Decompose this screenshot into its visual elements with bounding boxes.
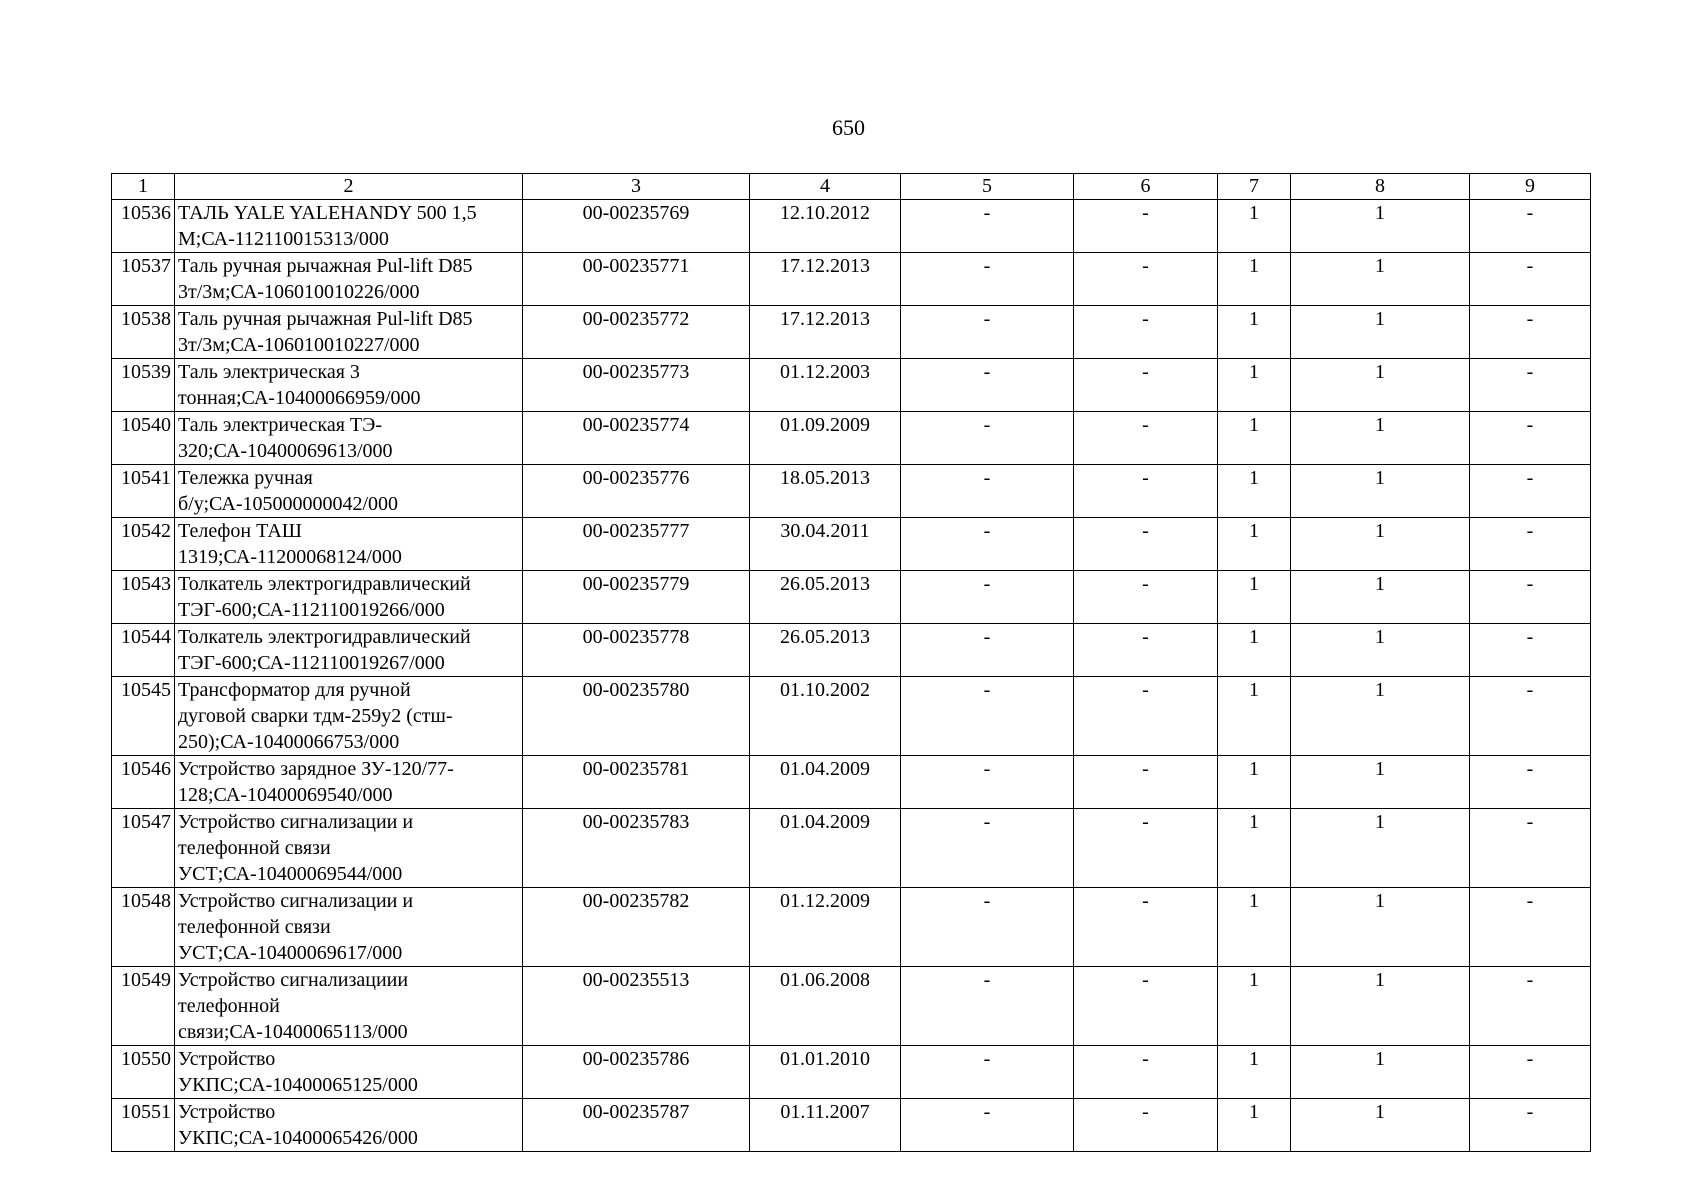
item-name-line: телефонной связи [178,916,331,938]
column-5-cell: - [901,1046,1074,1099]
column-9-cell: - [1470,967,1591,1046]
column-header: 6 [1074,174,1218,200]
date-cell: 01.12.2009 [750,888,901,967]
column-7-cell: 1 [1218,888,1291,967]
row-number-cell: 10550 [112,1046,175,1099]
row-number-cell: 10538 [112,306,175,359]
column-6-cell: - [1074,888,1218,967]
column-8-cell: 1 [1291,809,1470,888]
column-6-cell: - [1074,571,1218,624]
item-name-cell [175,756,523,809]
table-row [112,809,1591,888]
column-9-cell: - [1470,809,1591,888]
row-number-cell: 10546 [112,756,175,809]
column-5-cell: - [901,571,1074,624]
column-5-cell: - [901,967,1074,1046]
inventory-code-cell: 00-00235778 [523,624,750,677]
column-5-cell: - [901,624,1074,677]
date-cell: 01.04.2009 [750,809,901,888]
item-name-cell [175,465,523,518]
item-name-cell [175,306,523,359]
column-7-cell: 1 [1218,624,1291,677]
column-9-cell: - [1470,518,1591,571]
item-name-line: Таль ручная рычажная Pul-lift D85 [178,308,473,330]
column-9-cell: - [1470,571,1591,624]
item-name-line: 1319;СА-11200068124/000 [178,546,402,568]
column-7-cell: 1 [1218,200,1291,253]
item-name-line: ТАЛЬ YALE YALEHANDY 500 1,5 [178,202,477,224]
column-6-cell: - [1074,756,1218,809]
item-name-line: ТЭГ-600;СА-112110019266/000 [178,599,445,621]
column-8-cell: 1 [1291,756,1470,809]
item-name-line: Устройство [178,1101,276,1123]
column-6-cell: - [1074,624,1218,677]
table-row [112,465,1591,518]
column-5-cell: - [901,677,1074,756]
inventory-code-cell: 00-00235781 [523,756,750,809]
column-5-cell: - [901,756,1074,809]
column-header: 3 [523,174,750,200]
column-7-cell: 1 [1218,518,1291,571]
column-6-cell: - [1074,465,1218,518]
table-row [112,359,1591,412]
item-name-cell [175,359,523,412]
item-name-line: 3т/3м;СА-106010010227/000 [178,334,420,356]
item-name-line: 3т/3м;СА-106010010226/000 [178,281,420,303]
item-name-cell [175,677,523,756]
column-7-cell: 1 [1218,967,1291,1046]
column-5-cell: - [901,518,1074,571]
column-5-cell: - [901,809,1074,888]
inventory-code-cell: 00-00235780 [523,677,750,756]
column-header: 2 [175,174,523,200]
inventory-code-cell: 00-00235776 [523,465,750,518]
item-name-line: Толкатель электрогидравлический [178,573,471,595]
date-cell: 01.12.2003 [750,359,901,412]
row-number-cell: 10549 [112,967,175,1046]
item-name-line: Устройство зарядное ЗУ-120/77- [178,758,454,780]
column-8-cell: 1 [1291,306,1470,359]
column-5-cell: - [901,412,1074,465]
column-9-cell: - [1470,412,1591,465]
column-header: 9 [1470,174,1591,200]
column-6-cell: - [1074,1046,1218,1099]
inventory-code-cell: 00-00235777 [523,518,750,571]
table-row [112,306,1591,359]
header-row [112,174,1591,200]
column-5-cell: - [901,1099,1074,1152]
column-7-cell: 1 [1218,809,1291,888]
column-8-cell: 1 [1291,888,1470,967]
column-7-cell: 1 [1218,465,1291,518]
column-header: 1 [112,174,175,200]
column-8-cell: 1 [1291,200,1470,253]
inventory-code-cell: 00-00235772 [523,306,750,359]
table-row [112,888,1591,967]
table-row [112,624,1591,677]
table-row [112,1046,1591,1099]
item-name-cell [175,624,523,677]
table-body [112,200,1591,1152]
column-7-cell: 1 [1218,677,1291,756]
column-5-cell: - [901,888,1074,967]
item-name-cell [175,1099,523,1152]
column-7-cell: 1 [1218,1046,1291,1099]
item-name-line: УСТ;СА-10400069617/000 [178,942,403,964]
column-8-cell: 1 [1291,412,1470,465]
column-5-cell: - [901,465,1074,518]
column-8-cell: 1 [1291,253,1470,306]
item-name-line: Устройство [178,1048,276,1070]
item-name-line: 250);СА-10400066753/000 [178,731,400,753]
item-name-line: Тележка ручная [178,467,313,489]
column-header: 4 [750,174,901,200]
column-8-cell: 1 [1291,359,1470,412]
item-name-cell [175,571,523,624]
column-header: 7 [1218,174,1291,200]
item-name-line: УКПС;СА-10400065125/000 [178,1074,418,1096]
column-5-cell: - [901,359,1074,412]
column-6-cell: - [1074,967,1218,1046]
column-header: 8 [1291,174,1470,200]
column-6-cell: - [1074,253,1218,306]
item-name-cell [175,200,523,253]
page-number: 650 [832,115,865,140]
column-header: 5 [901,174,1074,200]
column-7-cell: 1 [1218,1099,1291,1152]
row-number-cell: 10543 [112,571,175,624]
column-8-cell: 1 [1291,465,1470,518]
date-cell: 01.09.2009 [750,412,901,465]
row-number-cell: 10536 [112,200,175,253]
table-row [112,967,1591,1046]
column-6-cell: - [1074,200,1218,253]
date-cell: 01.11.2007 [750,1099,901,1152]
inventory-code-cell: 00-00235786 [523,1046,750,1099]
column-9-cell: - [1470,465,1591,518]
item-name-line: телефонной связи [178,837,331,859]
column-7-cell: 1 [1218,412,1291,465]
column-9-cell: - [1470,624,1591,677]
column-8-cell: 1 [1291,518,1470,571]
column-9-cell: - [1470,1099,1591,1152]
item-name-line: УСТ;СА-10400069544/000 [178,863,403,885]
column-7-cell: 1 [1218,571,1291,624]
date-cell: 17.12.2013 [750,306,901,359]
date-cell: 01.04.2009 [750,756,901,809]
inventory-code-cell: 00-00235774 [523,412,750,465]
table-row [112,412,1591,465]
asset-registry-table [111,173,1591,1152]
date-cell: 01.10.2002 [750,677,901,756]
column-6-cell: - [1074,809,1218,888]
item-name-line: б/у;СА-105000000042/000 [178,493,399,515]
item-name-line: УКПС;СА-10400065426/000 [178,1127,418,1149]
inventory-code-cell: 00-00235779 [523,571,750,624]
row-number-cell: 10539 [112,359,175,412]
column-9-cell: - [1470,253,1591,306]
inventory-code-cell: 00-00235769 [523,200,750,253]
column-6-cell: - [1074,518,1218,571]
date-cell: 26.05.2013 [750,624,901,677]
item-name-line: связи;СА-10400065113/000 [178,1021,408,1043]
row-number-cell: 10548 [112,888,175,967]
column-8-cell: 1 [1291,677,1470,756]
inventory-code-cell: 00-00235773 [523,359,750,412]
table-row [112,1099,1591,1152]
row-number-cell: 10540 [112,412,175,465]
item-name-cell [175,967,523,1046]
column-9-cell: - [1470,359,1591,412]
row-number-cell: 10547 [112,809,175,888]
column-9-cell: - [1470,200,1591,253]
column-7-cell: 1 [1218,756,1291,809]
date-cell: 17.12.2013 [750,253,901,306]
item-name-line: Таль ручная рычажная Pul-lift D85 [178,255,473,277]
column-8-cell: 1 [1291,571,1470,624]
item-name-line: дуговой сварки тдм-259у2 (стш- [178,705,453,727]
item-name-line: М;СА-112110015313/000 [178,228,389,250]
item-name-cell [175,518,523,571]
row-number-cell: 10551 [112,1099,175,1152]
column-5-cell: - [901,200,1074,253]
date-cell: 01.01.2010 [750,1046,901,1099]
item-name-line: Трансформатор для ручной [178,679,411,701]
inventory-code-cell: 00-00235783 [523,809,750,888]
column-9-cell: - [1470,677,1591,756]
row-number-cell: 10544 [112,624,175,677]
inventory-code-cell: 00-00235771 [523,253,750,306]
date-cell: 18.05.2013 [750,465,901,518]
column-8-cell: 1 [1291,1099,1470,1152]
row-number-cell: 10545 [112,677,175,756]
row-number-cell: 10542 [112,518,175,571]
item-name-cell [175,1046,523,1099]
column-8-cell: 1 [1291,624,1470,677]
column-9-cell: - [1470,888,1591,967]
column-9-cell: - [1470,756,1591,809]
item-name-line: Таль электрическая ТЭ- [178,414,382,436]
inventory-code-cell: 00-00235782 [523,888,750,967]
column-6-cell: - [1074,306,1218,359]
item-name-line: телефонной [178,995,280,1017]
item-name-line: ТЭГ-600;СА-112110019267/000 [178,652,445,674]
table-row [112,677,1591,756]
date-cell: 01.06.2008 [750,967,901,1046]
column-8-cell: 1 [1291,1046,1470,1099]
table-row [112,756,1591,809]
item-name-line: Толкатель электрогидравлический [178,626,471,648]
item-name-cell [175,253,523,306]
item-name-cell [175,809,523,888]
item-name-line: Телефон ТАШ [178,520,302,542]
table-row [112,253,1591,306]
column-7-cell: 1 [1218,253,1291,306]
inventory-code-cell: 00-00235513 [523,967,750,1046]
table-row [112,518,1591,571]
column-9-cell: - [1470,1046,1591,1099]
date-cell: 26.05.2013 [750,571,901,624]
item-name-cell [175,412,523,465]
column-5-cell: - [901,253,1074,306]
column-6-cell: - [1074,677,1218,756]
item-name-line: 320;СА-10400069613/000 [178,440,393,462]
column-6-cell: - [1074,412,1218,465]
date-cell: 30.04.2011 [750,518,901,571]
column-8-cell: 1 [1291,967,1470,1046]
item-name-line: Таль электрическая 3 [178,361,360,383]
item-name-line: 128;СА-10400069540/000 [178,784,393,806]
row-number-cell: 10537 [112,253,175,306]
item-name-cell [175,888,523,967]
column-7-cell: 1 [1218,359,1291,412]
item-name-line: Устройство сигнализации и [178,811,414,833]
column-5-cell: - [901,306,1074,359]
item-name-line: тонная;СА-10400066959/000 [178,387,421,409]
date-cell: 12.10.2012 [750,200,901,253]
column-6-cell: - [1074,1099,1218,1152]
column-9-cell: - [1470,306,1591,359]
table-row [112,571,1591,624]
table-row [112,200,1591,253]
row-number-cell: 10541 [112,465,175,518]
column-6-cell: - [1074,359,1218,412]
item-name-line: Устройство сигнализации и [178,890,414,912]
column-7-cell: 1 [1218,306,1291,359]
item-name-line: Устройство сигнализациии [178,969,409,991]
inventory-code-cell: 00-00235787 [523,1099,750,1152]
